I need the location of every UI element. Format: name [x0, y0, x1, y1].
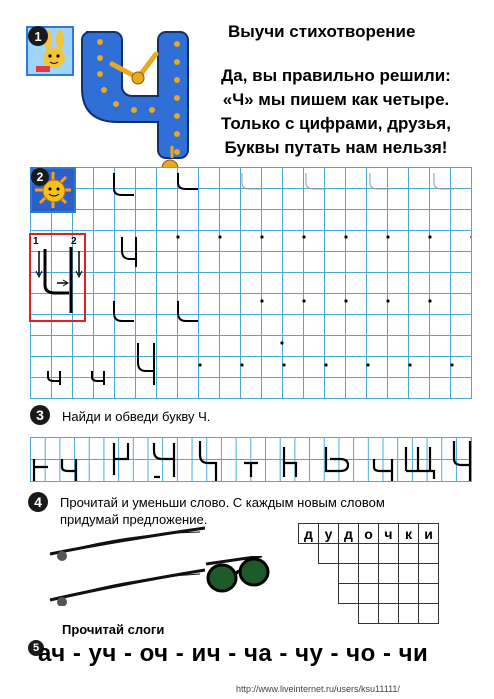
letter-shapes: [30, 437, 471, 481]
blank-cell[interactable]: [379, 564, 399, 584]
fishing-rods-picture: [40, 524, 210, 606]
blank-cell[interactable]: [399, 564, 419, 584]
blank-cell[interactable]: [399, 604, 419, 624]
clock-letter-che-icon: [76, 24, 196, 172]
blank-cell[interactable]: [359, 564, 379, 584]
letter-cell: д: [299, 524, 319, 544]
poem-line: Только с цифрами, друзья,: [221, 114, 451, 133]
blank-cell[interactable]: [419, 604, 439, 624]
section-3-badge: 3: [30, 405, 50, 425]
poem-line: Буквы путать нам нельзя!: [224, 138, 448, 157]
section-5-badge: 5: [28, 640, 44, 656]
blank-cell[interactable]: [359, 584, 379, 604]
blank-cell[interactable]: [419, 564, 439, 584]
letter-cell: и: [419, 524, 439, 544]
section-1-badge: 1: [28, 26, 48, 46]
blank-cell[interactable]: [339, 564, 359, 584]
blank-cell[interactable]: [399, 584, 419, 604]
blank-cell[interactable]: [399, 544, 419, 564]
blank-cell[interactable]: [419, 544, 439, 564]
letter-cell: д: [339, 524, 359, 544]
source-url: http://www.liveinternet.ru/users/ksu11111/: [236, 684, 400, 694]
instruction-line: придумай предложение.: [60, 512, 208, 527]
poem-line: Да, вы правильно решили:: [221, 66, 451, 85]
blank-cell[interactable]: [339, 584, 359, 604]
blank-cell[interactable]: [379, 544, 399, 564]
letter-cell: к: [399, 524, 419, 544]
word-shrink-table: [298, 523, 439, 624]
blank-cell[interactable]: [319, 544, 339, 564]
blank-cell[interactable]: [379, 584, 399, 604]
blank-cell[interactable]: [359, 544, 379, 564]
blank-cell[interactable]: [419, 584, 439, 604]
letter-cell: ч: [379, 524, 399, 544]
poem: [186, 64, 486, 160]
sunglasses-icon: [204, 556, 274, 596]
blank-cell[interactable]: [339, 544, 359, 564]
instruction-line: Прочитай и уменьши слово. С каждым новым словом: [60, 495, 385, 510]
letter-cell: у: [319, 524, 339, 544]
fishing-rod-icon: [50, 528, 205, 600]
section-2-badge: 2: [31, 168, 49, 186]
practice-letters: [30, 167, 471, 398]
blank-cell[interactable]: [379, 604, 399, 624]
section-3-instruction: Найди и обведи букву Ч.: [62, 409, 211, 424]
section-1-title: Выучи стихотворение: [228, 22, 416, 41]
stroke-label: 1: [33, 236, 39, 247]
syllables-line: ач - уч - оч - ич - ча - чу - чо - чи: [38, 640, 429, 667]
stroke-label: 2: [71, 236, 77, 247]
section-4-badge: 4: [28, 492, 48, 512]
poem-line: «Ч» мы пишем как четыре.: [222, 90, 450, 109]
section-5-heading: Прочитай слоги: [62, 622, 165, 637]
blank-cell[interactable]: [359, 604, 379, 624]
letter-cell: о: [359, 524, 379, 544]
